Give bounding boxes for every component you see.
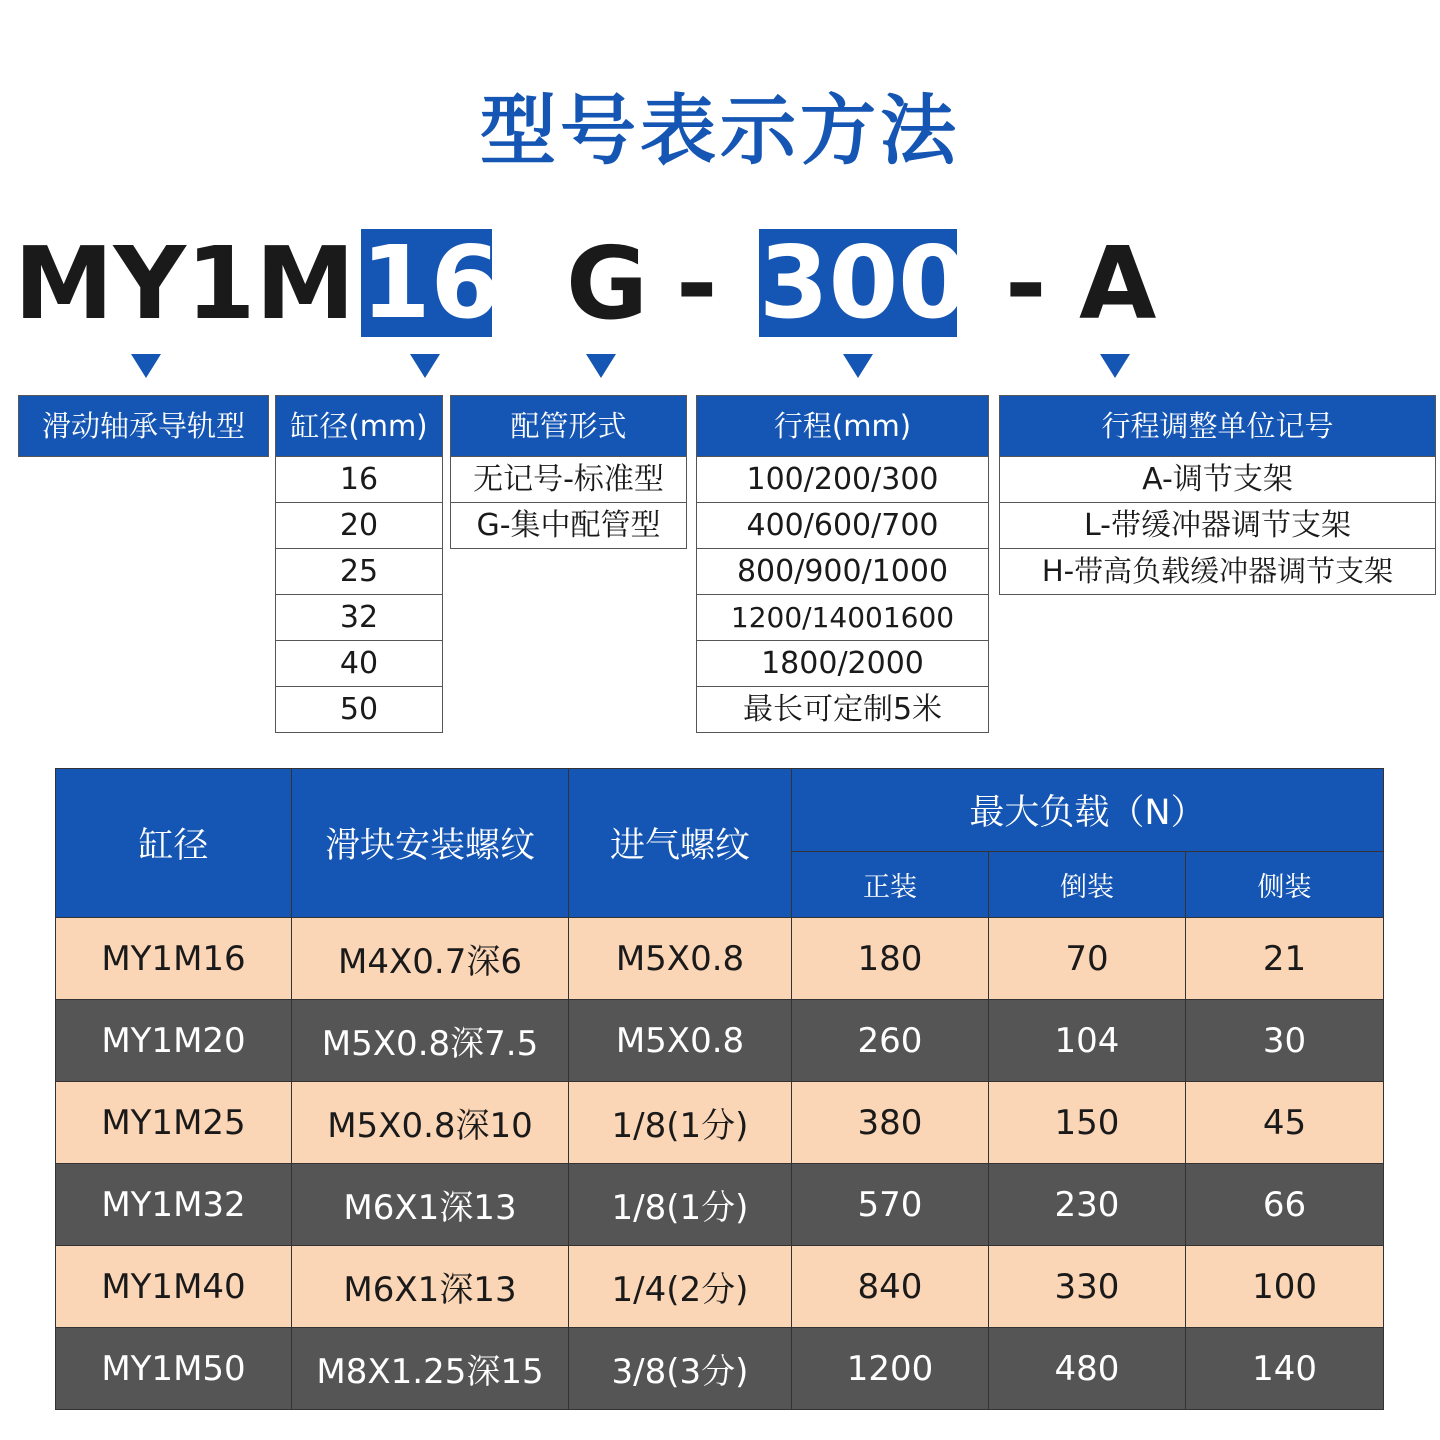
- table-cell: 380: [792, 1082, 989, 1164]
- code-stroke-box: 300: [759, 224, 968, 341]
- table-cell: MY1M25: [56, 1082, 292, 1164]
- table-cell: MY1M50: [56, 1328, 292, 1410]
- table-cell: 330: [989, 1246, 1186, 1328]
- page-title: 型号表示方法: [480, 86, 960, 175]
- option-header-bore: 缸径(mm): [275, 395, 443, 457]
- table-cell: 66: [1186, 1164, 1384, 1246]
- table-cell: 3/8(3分): [569, 1328, 792, 1410]
- table-cell: M4X0.7深6: [292, 918, 569, 1000]
- table-cell: 104: [989, 1000, 1186, 1082]
- table-cell: 570: [792, 1164, 989, 1246]
- option-item: 1200/14001600: [696, 595, 989, 641]
- option-item: A-调节支架: [999, 457, 1436, 503]
- option-item: G-集中配管型: [450, 503, 687, 549]
- table-cell: 100: [1186, 1246, 1384, 1328]
- table-cell: 480: [989, 1328, 1186, 1410]
- arrow-down-icon: [586, 354, 616, 378]
- table-cell: MY1M20: [56, 1000, 292, 1082]
- option-header-adjust: 行程调整单位记号: [999, 395, 1436, 457]
- table-cell: M8X1.25深15: [292, 1328, 569, 1410]
- option-header-type: 滑动轴承导轨型: [18, 395, 269, 457]
- option-item: 最长可定制5米: [696, 687, 989, 733]
- table-cell: 1/4(2分): [569, 1246, 792, 1328]
- table-cell: 30: [1186, 1000, 1384, 1082]
- table-row: [56, 1000, 1384, 1082]
- table-cell: 1/8(1分): [569, 1082, 792, 1164]
- table-cell: M5X0.8: [569, 918, 792, 1000]
- code-prefix: MY1M: [14, 225, 356, 342]
- table-cell: 150: [989, 1082, 1186, 1164]
- header-bore: 缸径: [56, 769, 292, 918]
- table-cell: 70: [989, 918, 1186, 1000]
- table-cell: MY1M16: [56, 918, 292, 1000]
- code-dash-2: -: [1005, 225, 1047, 342]
- table-row: [56, 1246, 1384, 1328]
- arrow-down-icon: [843, 354, 873, 378]
- arrow-down-icon: [1100, 354, 1130, 378]
- table-cell: M5X0.8: [569, 1000, 792, 1082]
- table-cell: MY1M40: [56, 1246, 292, 1328]
- table-cell: 45: [1186, 1082, 1384, 1164]
- option-header-stroke: 行程(mm): [696, 395, 989, 457]
- table-cell: MY1M32: [56, 1164, 292, 1246]
- code-adjust: A: [1079, 225, 1157, 342]
- table-cell: 180: [792, 918, 989, 1000]
- table-cell: 1/8(1分): [569, 1164, 792, 1246]
- table-cell: M6X1深13: [292, 1246, 569, 1328]
- table-cell: 230: [989, 1164, 1186, 1246]
- option-col-bore: [275, 395, 443, 733]
- header-side: 侧装: [1186, 852, 1384, 918]
- table-row: [56, 1328, 1384, 1410]
- table-row: [56, 1082, 1384, 1164]
- option-item: 800/900/1000: [696, 549, 989, 595]
- option-item: 100/200/300: [696, 457, 989, 503]
- table-row: [56, 1164, 1384, 1246]
- table-cell: 1200: [792, 1328, 989, 1410]
- option-item: 40: [275, 641, 443, 687]
- header-inverted: 倒装: [989, 852, 1186, 918]
- option-item: 50: [275, 687, 443, 733]
- option-item: L-带缓冲器调节支架: [999, 503, 1436, 549]
- arrow-down-icon: [410, 354, 440, 378]
- header-upright: 正装: [792, 852, 989, 918]
- spec-table: [55, 768, 1384, 1410]
- table-cell: M5X0.8深10: [292, 1082, 569, 1164]
- option-item: 32: [275, 595, 443, 641]
- table-cell: M5X0.8深7.5: [292, 1000, 569, 1082]
- option-item: 1800/2000: [696, 641, 989, 687]
- option-item: 16: [275, 457, 443, 503]
- header-max-load: 最大负载（N）: [792, 769, 1384, 852]
- option-item: 25: [275, 549, 443, 595]
- table-cell: 840: [792, 1246, 989, 1328]
- option-col-adjust: [999, 395, 1436, 595]
- table-row: [56, 918, 1384, 1000]
- table-cell: M6X1深13: [292, 1164, 569, 1246]
- code-piping: G: [566, 225, 649, 342]
- table-cell: 140: [1186, 1328, 1384, 1410]
- option-item: 400/600/700: [696, 503, 989, 549]
- code-dash-1: -: [676, 225, 718, 342]
- option-item: 20: [275, 503, 443, 549]
- code-bore-box: 16: [361, 224, 501, 341]
- option-col-piping: [450, 395, 687, 549]
- option-header-piping: 配管形式: [450, 395, 687, 457]
- table-cell: 21: [1186, 918, 1384, 1000]
- option-item: H-带高负载缓冲器调节支架: [999, 549, 1436, 595]
- option-col-stroke: [696, 395, 989, 733]
- arrow-down-icon: [131, 354, 161, 378]
- header-mount-thread: 滑块安装螺纹: [292, 769, 569, 918]
- option-col-type: [18, 395, 269, 457]
- table-cell: 260: [792, 1000, 989, 1082]
- header-port-thread: 进气螺纹: [569, 769, 792, 918]
- option-item: 无记号-标准型: [450, 457, 687, 503]
